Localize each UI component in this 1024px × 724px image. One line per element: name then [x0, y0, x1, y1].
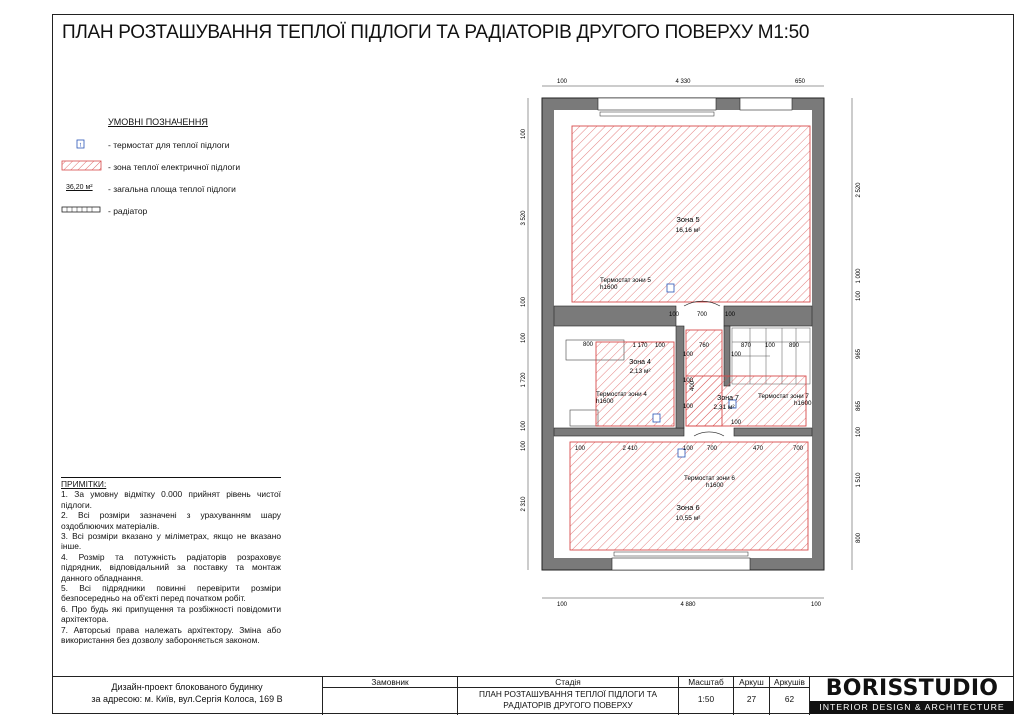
dim-inner: 760 — [698, 343, 710, 349]
heated-zone-swatch — [62, 161, 101, 170]
notes-block — [61, 477, 281, 667]
radiator-icon — [62, 207, 100, 212]
interior-wall — [734, 428, 812, 436]
dim-top: 100 — [556, 79, 568, 85]
dim-inner: 1 170 — [632, 343, 648, 349]
thermostat-6-label: Термостат зони 6 — [684, 475, 735, 482]
zone-5-area — [572, 126, 810, 302]
thermostat-4-height: h1600 — [596, 398, 614, 405]
project-line: за адресою: м. Київ, вул.Сергія Колоса, 169 В — [91, 694, 283, 704]
thermostat-4-label: Термостат зони 4 — [596, 391, 647, 398]
customer-label: Замовник — [323, 677, 457, 688]
svg-text:t: t — [79, 142, 82, 149]
dim-inner: 890 — [788, 343, 800, 349]
legend-radiator-text: - радіатор — [108, 206, 148, 216]
dim-inner: 100 — [682, 378, 694, 384]
legend-area-sample: 36,20 м² — [66, 184, 93, 191]
radiator — [614, 552, 748, 556]
window-bottom — [612, 558, 750, 570]
dim-left: 3 520 — [521, 210, 527, 226]
dim-bottom: 100 — [556, 602, 568, 608]
thermostat-5-label: Термостат зони 5 — [600, 277, 651, 284]
dim-inner: 870 — [740, 343, 752, 349]
dim-inner: 800 — [582, 342, 594, 348]
zone-6-name: Зона 6 — [676, 503, 700, 512]
dim-right: 100 — [856, 426, 862, 438]
dim-inner: 2 410 — [622, 446, 638, 452]
interior-wall — [554, 428, 684, 436]
scale-cell — [678, 677, 733, 715]
dim-inner: 700 — [706, 446, 718, 452]
legend-area-text: - загальна площа теплої підлоги — [108, 184, 236, 194]
dim-left: 2 310 — [521, 496, 527, 512]
dim-left: 100 — [521, 296, 527, 308]
dim-right: 1 000 — [856, 268, 862, 284]
note-item: 2. Всі розміри зазначені з урахуванням шару оздоблюючих матеріалів. — [61, 510, 281, 531]
sheets-cell — [769, 677, 810, 715]
zone-5-area-value: 16,16 м² — [675, 227, 701, 234]
dim-right: 865 — [856, 400, 862, 412]
zone-6-area-value: 10,55 м² — [675, 515, 701, 522]
dim-inner: 100 — [724, 312, 736, 318]
sheet-title: ПЛАН РОЗТАШУВАННЯ ТЕПЛОЇ ПІДЛОГИ ТА РАДІАТОРІВ ДРУГОГО ПОВЕРХУ М1:50 — [62, 22, 810, 43]
thermostat-icon — [667, 284, 674, 292]
project-description — [52, 681, 322, 705]
interior-wall — [724, 306, 812, 326]
dim-left: 100 — [521, 420, 527, 432]
floor-plan — [500, 70, 880, 610]
sheet-label: Аркуш — [734, 677, 769, 688]
customer-cell — [322, 677, 457, 715]
legend-symbols — [60, 138, 106, 218]
sheet-name-line: ПЛАН РОЗТАШУВАННЯ ТЕПЛОЇ ПІДЛОГИ ТА — [478, 689, 658, 699]
note-item: 5. Всі підрядники повинні перевірити розміри безпосередньо на об'єкті перед початком робіт. — [61, 583, 281, 604]
dim-inner: 100 — [668, 312, 680, 318]
dim-inner: 100 — [682, 446, 694, 452]
dim-left: 100 — [521, 128, 527, 140]
dim-inner: 100 — [682, 352, 694, 358]
scale-label: Масштаб — [679, 677, 733, 688]
note-item: 6. Про будь які припущення та розбіжності повідомити архітектора. — [61, 603, 281, 625]
zone-4-area — [596, 342, 674, 426]
radiator — [600, 112, 714, 116]
note-item: 3. Всі розміри вказано у міліметрах, якщо не вказано інше. — [61, 531, 281, 552]
dim-right: 965 — [856, 348, 862, 360]
dim-inner: 700 — [696, 312, 708, 318]
dim-inner: 470 — [752, 446, 764, 452]
dim-left: 100 — [521, 332, 527, 344]
interior-wall — [676, 326, 684, 428]
window-top — [598, 98, 716, 110]
zone-6-area — [570, 442, 808, 550]
legend-thermostat-text: - термостат для теплої підлоги — [108, 140, 230, 150]
zone-4-area-value: 2,13 м² — [629, 368, 651, 375]
dim-left: 1 720 — [521, 372, 527, 388]
dim-inner: 700 — [792, 446, 804, 452]
zone-7-area-value: 2,31 м² — [713, 404, 735, 411]
dim-inner: 100 — [654, 343, 666, 349]
dim-inner: 100 — [574, 446, 586, 452]
dim-right: 800 — [856, 532, 862, 544]
sheets-total: 62 — [784, 694, 795, 704]
dim-inner: 100 — [730, 352, 742, 358]
zone-5-name: Зона 5 — [676, 215, 700, 224]
dim-bottom: 4 880 — [680, 602, 696, 608]
sheet-cell — [733, 677, 769, 715]
project-line: Дизайн-проект блокованого будинку — [111, 682, 263, 692]
dim-inner: 100 — [764, 343, 776, 349]
thermostat-7-label: Термостат зони 7 — [758, 393, 809, 400]
thermostat-6-height: h1600 — [706, 482, 724, 489]
zone-7-area — [686, 376, 806, 426]
thermostat-icon — [653, 414, 660, 422]
dim-inner: 100 — [730, 420, 742, 426]
sheet-name — [458, 689, 678, 711]
note-item: 1. За умовну відмітку 0.000 прийнят рівень чистої підлоги. — [61, 489, 281, 510]
stage-label: Стадія — [458, 677, 678, 688]
dim-top: 650 — [794, 79, 806, 85]
notes-heading: ПРИМІТКИ: — [61, 477, 281, 489]
stage-cell — [457, 677, 678, 715]
note-item: 7. Авторські права належать архітектору. Зміна або використання без дозволу забороняється законом. — [61, 624, 281, 646]
thermostat-5-height: h1600 — [600, 284, 618, 291]
dim-bottom: 100 — [810, 602, 822, 608]
dim-right: 2 520 — [856, 182, 862, 198]
note-item: 4. Розмір та потужність радіаторів розраховує підрядник, відповідальний за поставку та монтаж данного обладнання. — [61, 551, 281, 583]
dim-right: 1 510 — [856, 472, 862, 488]
dim-top: 4 330 — [675, 79, 691, 85]
dim-left: 100 — [521, 440, 527, 452]
dim-right: 100 — [856, 290, 862, 302]
sheets-label: Аркушів — [770, 677, 809, 688]
dim-inner: 400 — [690, 380, 696, 392]
scale-value: 1:50 — [697, 694, 715, 704]
thermostat-7-height: h1600 — [794, 400, 812, 407]
zone-4-name: Зона 4 — [629, 359, 651, 366]
legend-heading: УМОВНІ ПОЗНАЧЕННЯ — [108, 117, 208, 127]
studio-tagline: INTERIOR DESIGN & ARCHITECTURE — [810, 701, 1014, 714]
legend-zone-text: - зона теплої електричної підлоги — [108, 162, 241, 172]
zone-7-name: Зона 7 — [717, 395, 739, 402]
sheet-name-line: РАДІАТОРІВ ДРУГОГО ПОВЕРХУ — [503, 700, 633, 710]
interior-wall — [554, 306, 676, 326]
sheet-number: 27 — [746, 694, 757, 704]
dim-inner: 100 — [682, 404, 694, 410]
window-top — [740, 98, 792, 110]
studio-logo: BORISSTUDIO — [825, 676, 999, 701]
